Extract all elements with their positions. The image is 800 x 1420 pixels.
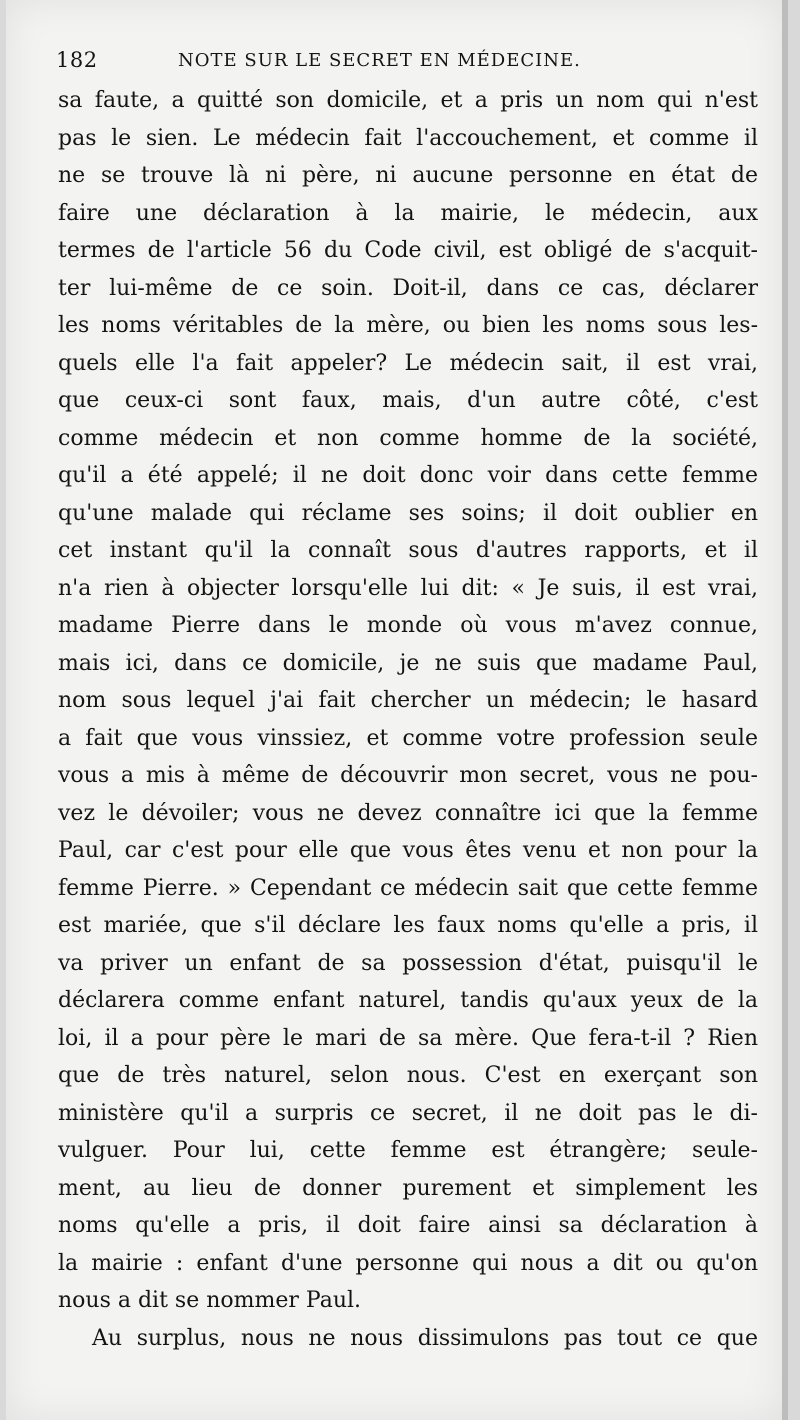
text-line: est mariée, que s'il déclare les faux noms qu'elle a pris, il <box>58 913 758 938</box>
text-line: n'a rien à objecter lorsqu'elle lui dit: « Je suis, il est vrai, <box>58 575 758 601</box>
text-line: Paul, car c'est pour elle que vous êtes venu et non pour la <box>58 838 758 863</box>
text-line: quels elle l'a fait appeler? Le médecin sait, il est vrai, <box>58 350 758 376</box>
page-edge <box>782 0 788 1420</box>
page-number: 182 <box>56 48 98 72</box>
text-line: ne se trouve là ni père, ni aucune personne en état de <box>58 163 758 188</box>
text-line: madame Pierre dans le monde où vous m'avez connue, <box>58 613 758 638</box>
body-text <box>58 82 758 1357</box>
text-line: noms qu'elle a pris, il doit faire ainsi sa déclaration à <box>58 1213 758 1238</box>
text-line: loi, il a pour père le mari de sa mère. Que fera-t-il ? Rien <box>58 1025 758 1051</box>
text-line: pas le sien. Le médecin fait l'accouchement, et comme il <box>58 125 758 151</box>
text-line: comme médecin et non comme homme de la société, <box>58 425 758 451</box>
text-line: qu'il a été appelé; il ne doit donc voir dans cette femme <box>58 463 758 488</box>
text-line: que de très naturel, selon nous. C'est en exerçant son <box>58 1063 758 1088</box>
text-line: cet instant qu'il la connaît sous d'autres rapports, et il <box>58 538 758 563</box>
text-line: femme Pierre. » Cependant ce médecin sait que cette femme <box>58 875 758 901</box>
text-line: a fait que vous vinssiez, et comme votre profession seule <box>58 725 758 751</box>
page-header <box>56 44 756 78</box>
text-line: les noms véritables de la mère, ou bien les noms sous les- <box>58 313 758 338</box>
text-line: nous a dit se nommer Paul. <box>58 1288 362 1313</box>
text-line: va priver un enfant de sa possession d'état, puisqu'il le <box>58 950 758 976</box>
text-line: déclarera comme enfant naturel, tandis qu'aux yeux de la <box>58 988 758 1013</box>
text-line: ministère qu'il a surpris ce secret, il ne doit pas le di- <box>58 1100 758 1126</box>
text-line: nom sous lequel j'ai fait chercher un médecin; le hasard <box>58 688 758 713</box>
text-line: vez le dévoiler; vous ne devez connaître ici que la femme <box>58 800 758 826</box>
text-line: qu'une malade qui réclame ses soins; il doit oublier en <box>58 500 758 526</box>
text-line: faire une déclaration à la mairie, le médecin, aux <box>58 200 758 226</box>
text-line: mais ici, dans ce domicile, je ne suis que madame Paul, <box>58 650 758 676</box>
text-line: Au surplus, nous ne nous dissimulons pas tout ce que <box>92 1325 758 1351</box>
text-line: que ceux-ci sont faux, mais, d'un autre côté, c'est <box>58 388 758 413</box>
text-line: ment, au lieu de donner purement et simplement les <box>58 1175 758 1201</box>
text-line: termes de l'article 56 du Code civil, est obligé de s'acquit- <box>58 238 758 263</box>
text-line: sa faute, a quitté son domicile, et a pris un nom qui n'est <box>58 88 758 113</box>
running-title: NOTE SUR LE SECRET EN MÉDECINE. <box>178 50 581 71</box>
text-line: ter lui-même de ce soin. Doit-il, dans ce cas, déclarer <box>58 275 758 301</box>
book-page <box>6 0 782 1420</box>
text-line: vous a mis à même de découvrir mon secret, vous ne pou- <box>58 763 758 788</box>
text-line: vulguer. Pour lui, cette femme est étrangère; seule- <box>58 1138 758 1163</box>
text-line: la mairie : enfant d'une personne qui nous a dit ou qu'on <box>58 1250 758 1276</box>
